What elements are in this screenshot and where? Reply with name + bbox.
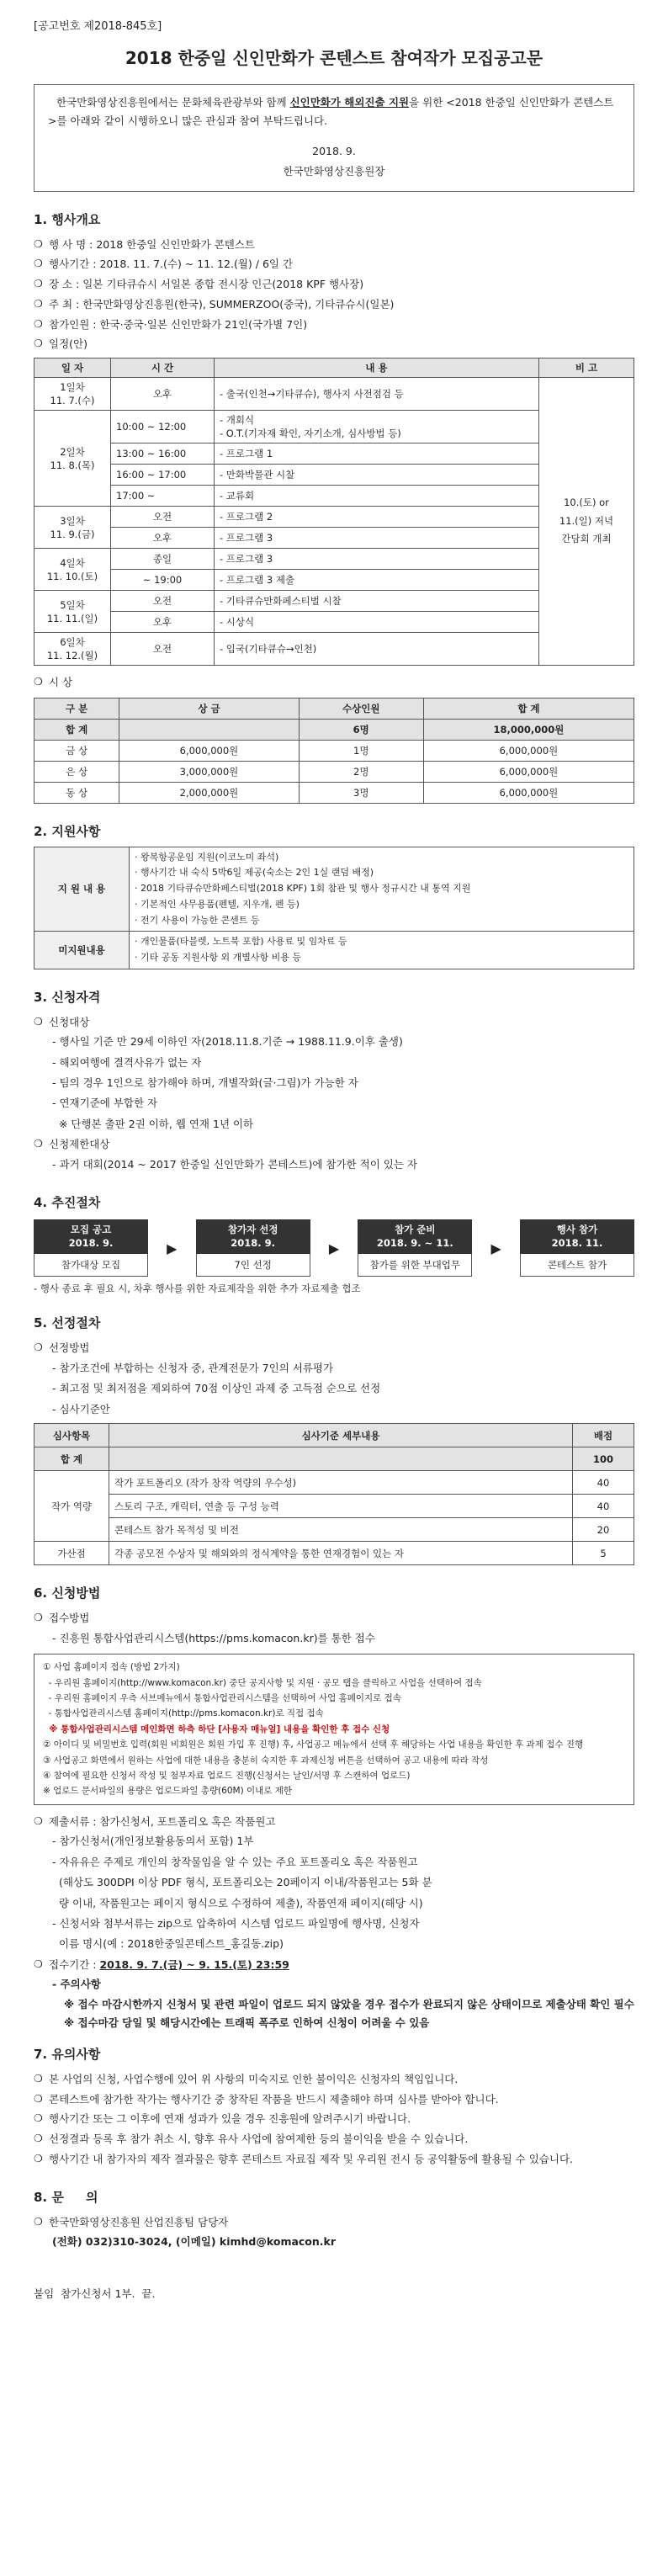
overview-item: ❍ 행사기간 : 2018. 11. 7.(수) ~ 11. 12.(월) / 6일 간 [34, 254, 634, 274]
sch-content: - 프로그램 3 제출 [215, 570, 539, 591]
support-value [130, 932, 634, 969]
period-list [34, 1955, 634, 1975]
overview-item: ❍ 참가인원 : 한국·중국·일본 신인만화가 21인(국가별 7인) [34, 315, 634, 335]
prize-cell: 3,000,000원 [119, 761, 299, 782]
col-header: 심사항목 [34, 1424, 109, 1447]
prize-table [34, 698, 634, 804]
prize-total-count: 6명 [299, 719, 423, 740]
support-table [34, 847, 634, 969]
support-line: · 기본적인 사무용품(펜텔, 지우개, 펜 등) [135, 898, 300, 910]
prize-total-amount [119, 719, 299, 740]
eligibility-list [34, 1012, 634, 1033]
period-label: 접수기간 : [49, 1957, 100, 1971]
col-header: 배점 [573, 1424, 634, 1447]
prize-cell: 은 상 [34, 761, 119, 782]
application-list [34, 1608, 634, 1628]
submission-line: 이름 명시(예 : 2018한중일콘테스트_홍길동.zip) [52, 1937, 284, 1951]
process-step [358, 1219, 472, 1277]
warning-line: ※ 접수마감 당일 및 해당시간에는 트래픽 폭주로 인하여 신청이 어려울 수 있음 [64, 2016, 430, 2030]
warning-title: - 주의사항 [52, 1978, 101, 1991]
eligibility-line: - 팀의 경우 1인으로 참가해야 하며, 개별작화(글·그림)가 가능한 자 [52, 1076, 358, 1090]
support-line: · 기타 공동 지원사항 외 개별사항 비용 등 [135, 951, 301, 963]
process-note: - 행사 종료 후 필요 시, 차후 행사를 위한 자료제작을 위한 추가 자료제출 협조 [34, 1283, 361, 1295]
support-line: · 개인물품(타블렛, 노트북 포함) 사용료 및 임차료 등 [135, 936, 347, 948]
section-1-title: 1. 행사개요 [34, 211, 101, 227]
warning-line: ※ 접수 마감시한까지 신청서 및 관련 파일이 업로드 되지 않았을 경우 접수가 완료되지 않은 상태이므로 제출상태 확인 필수 [64, 1997, 634, 2010]
sch-day: 6일차 11. 12.(월) [34, 633, 111, 666]
sch-content: - 만화박물관 시찰 [215, 465, 539, 486]
intro-pre: 한국만화영상진흥원에서는 문화체육관광부와 함께 [56, 96, 290, 109]
eligibility-line: - 행사일 기준 만 29세 이하인 자(2018.11.8.기준 → 1988.11.9.이후 출생) [52, 1035, 403, 1049]
eval-bonus-label: 가산점 [34, 1542, 109, 1565]
support-key: 미지원내용 [34, 932, 130, 969]
award-list [34, 672, 634, 693]
sch-time: 10:00 ~ 12:00 [111, 411, 215, 443]
sch-time: 17:00 ~ [111, 486, 215, 507]
caution-item: ❍ 행사기간 또는 그 이후에 연재 성과가 있을 경우 진흥원에 알려주시기 바랍니다. [34, 2109, 634, 2129]
intro-text [48, 93, 620, 130]
prize-cell: 금 상 [34, 740, 119, 761]
prize-total-sum: 18,000,000원 [423, 719, 634, 740]
eval-total-desc [109, 1447, 573, 1471]
process-step [196, 1219, 310, 1277]
restriction-details [34, 1155, 634, 1175]
sch-time: 오전 [111, 507, 215, 528]
arrow-right-icon: ▶ [167, 1240, 178, 1256]
restriction-line: - 과거 대회(2014 ~ 2017 한중일 신인만화가 콘테스트)에 참가한 적이 있는 자 [52, 1157, 417, 1171]
submission-line: 량 이내, 작품원고는 페이지 형식으로 수정하여 제출), 작품연재 페이지(해당 시) [52, 1896, 423, 1909]
arrow-right-icon: ▶ [490, 1240, 501, 1256]
submission-line: (해상도 300DPI 이상 PDF 형식, 포트폴리오는 20페이지 이내/작품원고는 5화 분 [52, 1876, 432, 1889]
application-method: - 진흥원 통합사업관리시스템(https://pms.komacon.kr)를 통한 접수 [52, 1631, 375, 1644]
restriction-label: ❍ 신청제한대상 [34, 1134, 634, 1155]
overview-item: ❍ 주 최 : 한국만화영상진흥원(한국), SUMMERZOO(중국), 기타큐슈시(일본) [34, 295, 634, 315]
table-row [34, 761, 634, 782]
eval-score: 40 [573, 1495, 634, 1518]
sch-day: 1일차 11. 7.(수) [34, 378, 111, 411]
support-line: · 왕복항공운임 지원(이코노미 좌석) [135, 851, 279, 863]
schedule-table [34, 358, 634, 666]
eligibility-line: ※ 단행본 출판 2권 이하, 웹 연재 1년 이하 [52, 1117, 254, 1130]
sch-time: 오후 [111, 528, 215, 549]
col-header: 비 고 [539, 359, 634, 378]
intro-date: 2018. 9. [312, 144, 356, 157]
prize-cell: 1명 [299, 740, 423, 761]
guide-line: - 통합사업관리시스템 홈페이지(http://pms.komacon.kr)로 직접 접속 [43, 1708, 324, 1719]
prize-cell: 2명 [299, 761, 423, 782]
support-value [130, 847, 634, 931]
table-row [34, 740, 634, 761]
sch-time: 오전 [111, 633, 215, 666]
arrow-right-icon: ▶ [328, 1240, 340, 1256]
caution-item: ❍ 콘테스트에 참가한 작가는 행사기간 중 창작된 작품을 반드시 제출해야 하며 심사를 받아야 합니다. [34, 2090, 634, 2110]
page-title: 2018 한중일 신인만화가 콘텐스트 참여작가 모집공고문 [125, 48, 543, 68]
notice-document [34, 17, 634, 2301]
sch-time: 오후 [111, 612, 215, 633]
col-header: 구 분 [34, 698, 119, 719]
table-row [34, 1518, 634, 1542]
section-7-title: 7. 유의사항 [34, 2046, 101, 2062]
prize-cell: 6,000,000원 [423, 761, 634, 782]
eval-bonus-score: 5 [573, 1542, 634, 1565]
col-header: 내 용 [215, 359, 539, 378]
period-item [34, 1955, 634, 1975]
support-line: · 전기 사용이 가능한 콘센트 등 [135, 914, 260, 926]
attachment-note: 붙임 참가신청서 1부. 끝. [34, 2287, 156, 2301]
caution-item: ❍ 본 사업의 신청, 사업수행에 있어 위 사항의 미숙지로 인한 불이익은 신청자의 책임입니다. [34, 2069, 634, 2090]
eval-total-score: 100 [573, 1447, 634, 1471]
sch-time: 13:00 ~ 16:00 [111, 443, 215, 465]
intro-box [34, 84, 634, 192]
col-header: 수상인원 [299, 698, 423, 719]
process-step [520, 1219, 634, 1277]
sch-content: - 출국(인천→기타큐슈), 행사지 사전점검 등 [215, 378, 539, 411]
overview-item: ❍ 일정(안) [34, 334, 634, 354]
guide-line: ※ 통합사업관리시스템 메인화면 하측 하단 [사용자 매뉴얼] 내용을 확인한 후 접수 신청 [43, 1724, 390, 1734]
sch-day: 2일차 11. 8.(목) [34, 411, 111, 507]
sch-remark: 10.(토) or 11.(일) 저녁 간담회 개최 [539, 378, 634, 666]
sch-time: 종일 [111, 549, 215, 570]
eligibility-line: - 해외여행에 결격사유가 없는 자 [52, 1055, 202, 1069]
table-row [34, 1542, 634, 1565]
support-line: · 2018 기타큐슈만화페스티벌(2018 KPF) 1회 참관 및 행사 정규시간 내 통역 지원 [135, 883, 471, 895]
submission-label: ❍ 제출서류 : 참가신청서, 포트폴리오 혹은 작품원고 [34, 1812, 634, 1832]
eval-total-label: 합 계 [34, 1447, 109, 1471]
sch-time: 오전 [111, 591, 215, 612]
eval-criterion: 콘테스트 참가 목적성 및 비전 [109, 1518, 573, 1542]
section-4-title: 4. 추진절차 [34, 1195, 101, 1211]
step-title: 행사 참가 2018. 11. [520, 1219, 634, 1254]
application-label: ❍ 접수방법 [34, 1608, 634, 1628]
submission-line: - 신청서와 첨부서류는 zip으로 압축하여 시스템 업로드 파일명에 행사명, 신청자 [52, 1916, 420, 1930]
guide-line: - 우리원 홈페이지 우측 서브메뉴에서 통합사업관리시스템을 선택하여 사업 홈페이지로 접속 [43, 1693, 401, 1704]
selection-line: - 심사기준안 [52, 1402, 110, 1415]
sch-content: - 교류회 [215, 486, 539, 507]
prize-cell: 3명 [299, 782, 423, 803]
col-header: 시 간 [111, 359, 215, 378]
section-3-title: 3. 신청자격 [34, 989, 101, 1005]
caution-list [34, 2069, 634, 2170]
prize-cell: 6,000,000원 [423, 782, 634, 803]
intro-post: 을 위한 <2018 한중일 신인만화가 콘텐스트>를 아래와 같이 시행하오니 많은 관심과 참여 부탁드립니다. [48, 96, 614, 127]
sch-content: - 프로그램 2 [215, 507, 539, 528]
event-overview-list [34, 235, 634, 355]
prize-total-label: 합 계 [34, 719, 119, 740]
caution-item: ❍ 행사기간 내 참가자의 제작 결과물은 향후 콘테스트 자료집 제작 및 우리원 전시 등 공익활동에 활용될 수 있습니다. [34, 2149, 634, 2170]
section-8-title: 8. 문 의 [34, 2189, 98, 2205]
step-title: 참가자 선정 2018. 9. [196, 1219, 310, 1254]
step-desc: 콘테스트 참가 [520, 1254, 634, 1277]
intro-org: 한국만화영상진흥원장 [283, 164, 385, 178]
section-6-title: 6. 신청방법 [34, 1585, 101, 1601]
sch-day: 4일차 11. 10.(토) [34, 549, 111, 591]
eligibility-label: ❍ 신청대상 [34, 1012, 634, 1033]
eval-score: 40 [573, 1471, 634, 1495]
table-row [34, 1495, 634, 1518]
selection-line: - 최고점 및 최저점을 제외하여 70점 이상인 과제 중 고득점 순으로 선정 [52, 1382, 381, 1395]
sch-content: - 입국(기타큐슈→인천) [215, 633, 539, 666]
guide-line: ※ 업로드 문서파일의 용량은 업로드파일 총량(60M) 이내로 제한 [43, 1786, 293, 1797]
table-row [34, 782, 634, 803]
sch-content: - 개회식 - O.T.(기자재 확인, 자기소개, 심사방법 등) [215, 411, 539, 443]
guide-line: ③ 사업공고 화면에서 원하는 사업에 대한 내용을 충분히 숙지한 후 과제신청 버튼을 선택하여 공고 내용에 따라 작성 [43, 1755, 489, 1766]
submission-line: - 자유유은 주제로 개인의 창작물임을 알 수 있는 주요 포트폴리오 혹은 작품원고 [52, 1855, 418, 1868]
prize-cell: 6,000,000원 [119, 740, 299, 761]
process-flow [34, 1219, 634, 1277]
submission-line: - 참가신청서(개인정보활용동의서 포함) 1부 [52, 1835, 254, 1848]
section-5-title: 5. 선정절차 [34, 1315, 101, 1331]
col-header: 합 계 [423, 698, 634, 719]
section-2-title: 2. 지원사항 [34, 823, 101, 839]
period-date: 2018. 9. 7.(금) ~ 9. 15.(토) 23:59 [99, 1957, 289, 1971]
guide-line: ① 사업 홈페이지 접속 (방법 2가지) [43, 1662, 180, 1673]
guide-line: ④ 참여에 필요한 신청서 작성 및 첨부자료 업로드 진행(신청서는 날인/서명 후 스캔하여 업로드) [43, 1770, 411, 1781]
sch-content: - 시상식 [215, 612, 539, 633]
selection-list [34, 1338, 634, 1358]
guide-line: - 우리원 홈페이지(http://www.komacon.kr) 중단 공지사항 및 지원 · 공모 탭을 클릭하고 사업을 선택하여 접속 [43, 1677, 482, 1688]
sch-content: - 기타큐슈만화페스티벌 시찰 [215, 591, 539, 612]
evaluation-table [34, 1423, 634, 1565]
intro-highlight: 신인만화가 해외진출 지원 [289, 96, 410, 109]
prize-cell: 6,000,000원 [423, 740, 634, 761]
step-desc: 7인 선정 [196, 1254, 310, 1277]
eligibility-details [34, 1032, 634, 1134]
overview-item: ❍ 행 사 명 : 2018 한중일 신인만화가 콘텐스트 [34, 235, 634, 255]
notice-number: [공고번호 제2018-845호] [34, 20, 162, 33]
step-desc: 참가를 위한 부대업무 [358, 1254, 472, 1277]
restriction-list [34, 1134, 634, 1155]
sch-day: 3일차 11. 9.(금) [34, 507, 111, 549]
contact-info: (전화) 032)310-3024, (이메일) kimhd@komacon.kr [52, 2235, 337, 2249]
step-title: 모집 공고 2018. 9. [34, 1219, 148, 1254]
selection-details [34, 1358, 634, 1420]
selection-line: - 참가조건에 부합하는 신청자 중, 관계전문가 7인의 서류평가 [52, 1362, 334, 1375]
sch-day: 5일차 11. 11.(일) [34, 591, 111, 633]
eval-criterion: 작가 포트폴리오 (작가 창작 역량의 우수성) [109, 1471, 573, 1495]
caution-item: ❍ 선정결과 등록 후 참가 취소 시, 향후 유사 사업에 참여제한 등의 불이익을 받을 수 있습니다. [34, 2129, 634, 2149]
eligibility-line: - 연재기준에 부합한 자 [52, 1097, 158, 1110]
contact-dept: ❍ 한국만화영상진흥원 산업진흥팀 담당자 [34, 2212, 634, 2233]
eval-group: 작가 역량 [34, 1471, 109, 1542]
step-title: 참가 준비 2018. 9. ~ 11. [358, 1219, 472, 1254]
prize-cell: 동 상 [34, 782, 119, 803]
sch-content: - 프로그램 3 [215, 549, 539, 570]
submission-list [34, 1812, 634, 1832]
award-label: ❍ 시 상 [34, 672, 634, 693]
guide-line: ② 아이디 및 비밀번호 입력(회원 비회원은 회원 가입 후 진행) 후, 사업공고 메뉴에서 선택 후 해당하는 사업 내용을 확인한 후 과제 접수 진행 [43, 1739, 584, 1750]
step-desc: 참가대상 모집 [34, 1254, 148, 1277]
eval-criterion: 스토리 구조, 캐릭터, 연출 등 구성 능력 [109, 1495, 573, 1518]
support-line: · 행사기간 내 숙식 5박6일 제공(숙소는 2인 1실 랜덤 배정) [135, 867, 374, 879]
col-header: 상 금 [119, 698, 299, 719]
contact-list [34, 2212, 634, 2233]
period-value [99, 1958, 289, 1971]
selection-label: ❍ 선정방법 [34, 1338, 634, 1358]
sch-time: ~ 19:00 [111, 570, 215, 591]
table-row [34, 1471, 634, 1495]
overview-item: ❍ 장 소 : 일본 기타큐슈시 서일본 종합 전시장 인근(2018 KPF 행사장) [34, 274, 634, 295]
col-header: 심사기준 세부내용 [109, 1424, 573, 1447]
support-key: 지 원 내 용 [34, 847, 130, 931]
submission-details [34, 1831, 634, 1954]
eval-score: 20 [573, 1518, 634, 1542]
prize-cell: 2,000,000원 [119, 782, 299, 803]
sch-content: - 프로그램 1 [215, 443, 539, 465]
application-guide-box [34, 1654, 634, 1804]
eval-bonus-desc: 각종 공모전 수상자 및 해외와의 정식계약을 통한 연재경험이 있는 자 [109, 1542, 573, 1565]
process-step [34, 1219, 148, 1277]
sch-time: 오후 [111, 378, 215, 411]
sch-content: - 프로그램 3 [215, 528, 539, 549]
col-header: 일 자 [34, 359, 111, 378]
sch-time: 16:00 ~ 17:00 [111, 465, 215, 486]
